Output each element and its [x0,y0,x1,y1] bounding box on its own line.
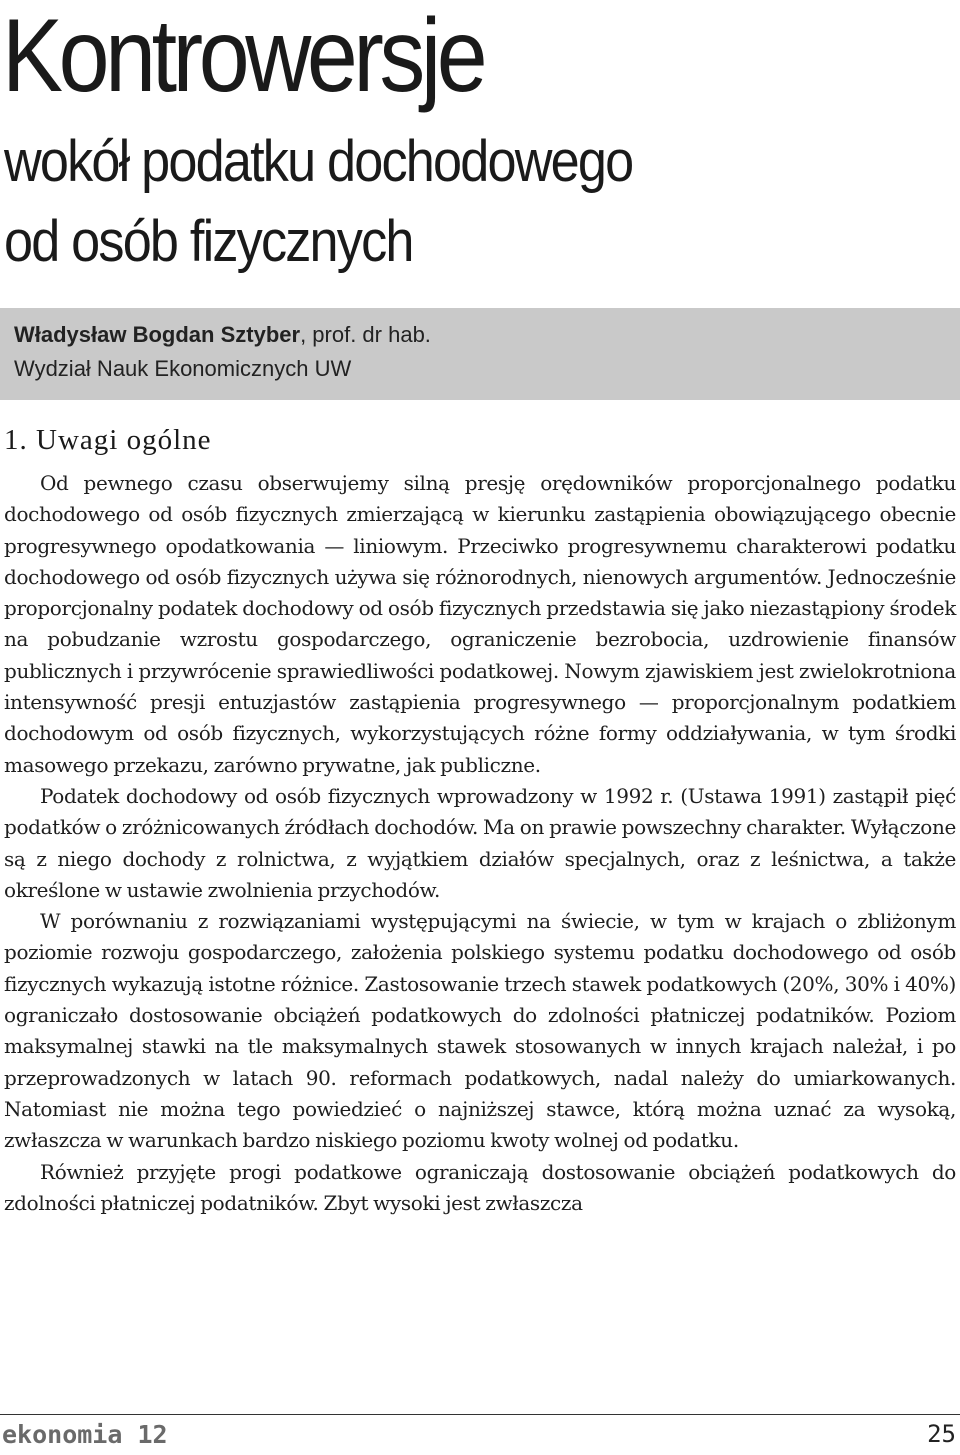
paragraph: Od pewnego czasu obserwujemy silną presję orędowników proporcjonalnego podatku dochodowego od osób fizycznych zmierzającą w kierunku zastąpienia obowiązującego obecnie progresywnego opodatkowania — liniowym. Przeciwko progresywnemu charakterowi podatku dochodowego od osób fizycznych używa się różnorodnych, nienowych argumentów. Jednocześnie proporcjonalny podatek dochodowy od osób fizycznych przedstawia się jako niezastąpiony środek na pobudzanie wzrostu gospodarczego, ograniczenie bezrobocia, uzdrowienie finansów publicznych i przywrócenie sprawiedliwości podatkowej. Nowym zjawiskiem jest zwielokrotniona intensywność presji entuzjastów zastąpienia progresywnego — proporcjonalnym podatkiem dochodowym od osób fizycznych, wykorzystujących różne formy oddziaływania, w tym środki masowego przekazu, zarówno prywatne, jak publiczne. [4,471,956,777]
journal-name: ekonomia 12 [2,1420,168,1449]
footer-divider [0,1414,960,1415]
paragraph: Również przyjęte progi podatkowe ograniczają dostosowanie obciążeń podatkowych do zdolności płatniczej podatników. Zbyt wysoki jest zwłaszcza [4,1159,956,1215]
author-affiliation: Wydział Nauk Ekonomicznych UW [14,356,352,381]
paragraph: Podatek dochodowy od osób fizycznych wprowadzony w 1992 r. (Ustawa 1991) zastąpił pięć podatków o zróżnicowanych źródłach dochodów. Ma on prawie powszechny charakter. Wyłączone są z niego dochody z rolnictwa, z wyjątkiem działów specjalnych, oraz z leśnictwa, a także określone w ustawie zwolnienia przychodów. [4,783,956,902]
author-name: Władysław Bogdan Sztyber [14,322,301,347]
author-academic-title: , prof. dr hab. [300,322,431,347]
author-line [14,318,946,352]
article-body [4,468,956,1219]
article-title: Kontrowersje [2,0,484,114]
section-heading: 1. Uwagi ogólne [4,424,212,456]
article-subtitle-line-1: wokół podatku dochodowego [4,129,633,194]
author-box [0,308,960,400]
article-subtitle-line-2: od osób fizycznych [4,209,413,274]
page-number: 25 [927,1420,956,1448]
paragraph: W porównaniu z rozwiązaniami występującymi na świecie, w tym w krajach o zbliżonym poziomie rozwoju gospodarczego, założenia polskiego systemu podatku dochodowego od osób fizycznych wykazują istotne różnice. Zastosowanie trzech stawek podatkowych (20%, 30% i 40%) ograniczało dostosowanie obciążeń podatkowych do zdolności płatniczej podatników. Poziom maksymalnej stawki na tle maksymalnych stawek stosowanych w innych krajach należał, i po przeprowadzonych w latach 90. reformach podatkowych, nadal należy do umiarkowanych. Natomiast nie można tego powiedzieć o najniższej stawce, którą można uznać za wysoką, zwłaszcza w warunkach bardzo niskiego poziomu kwoty wolnej od podatku. [4,909,956,1153]
